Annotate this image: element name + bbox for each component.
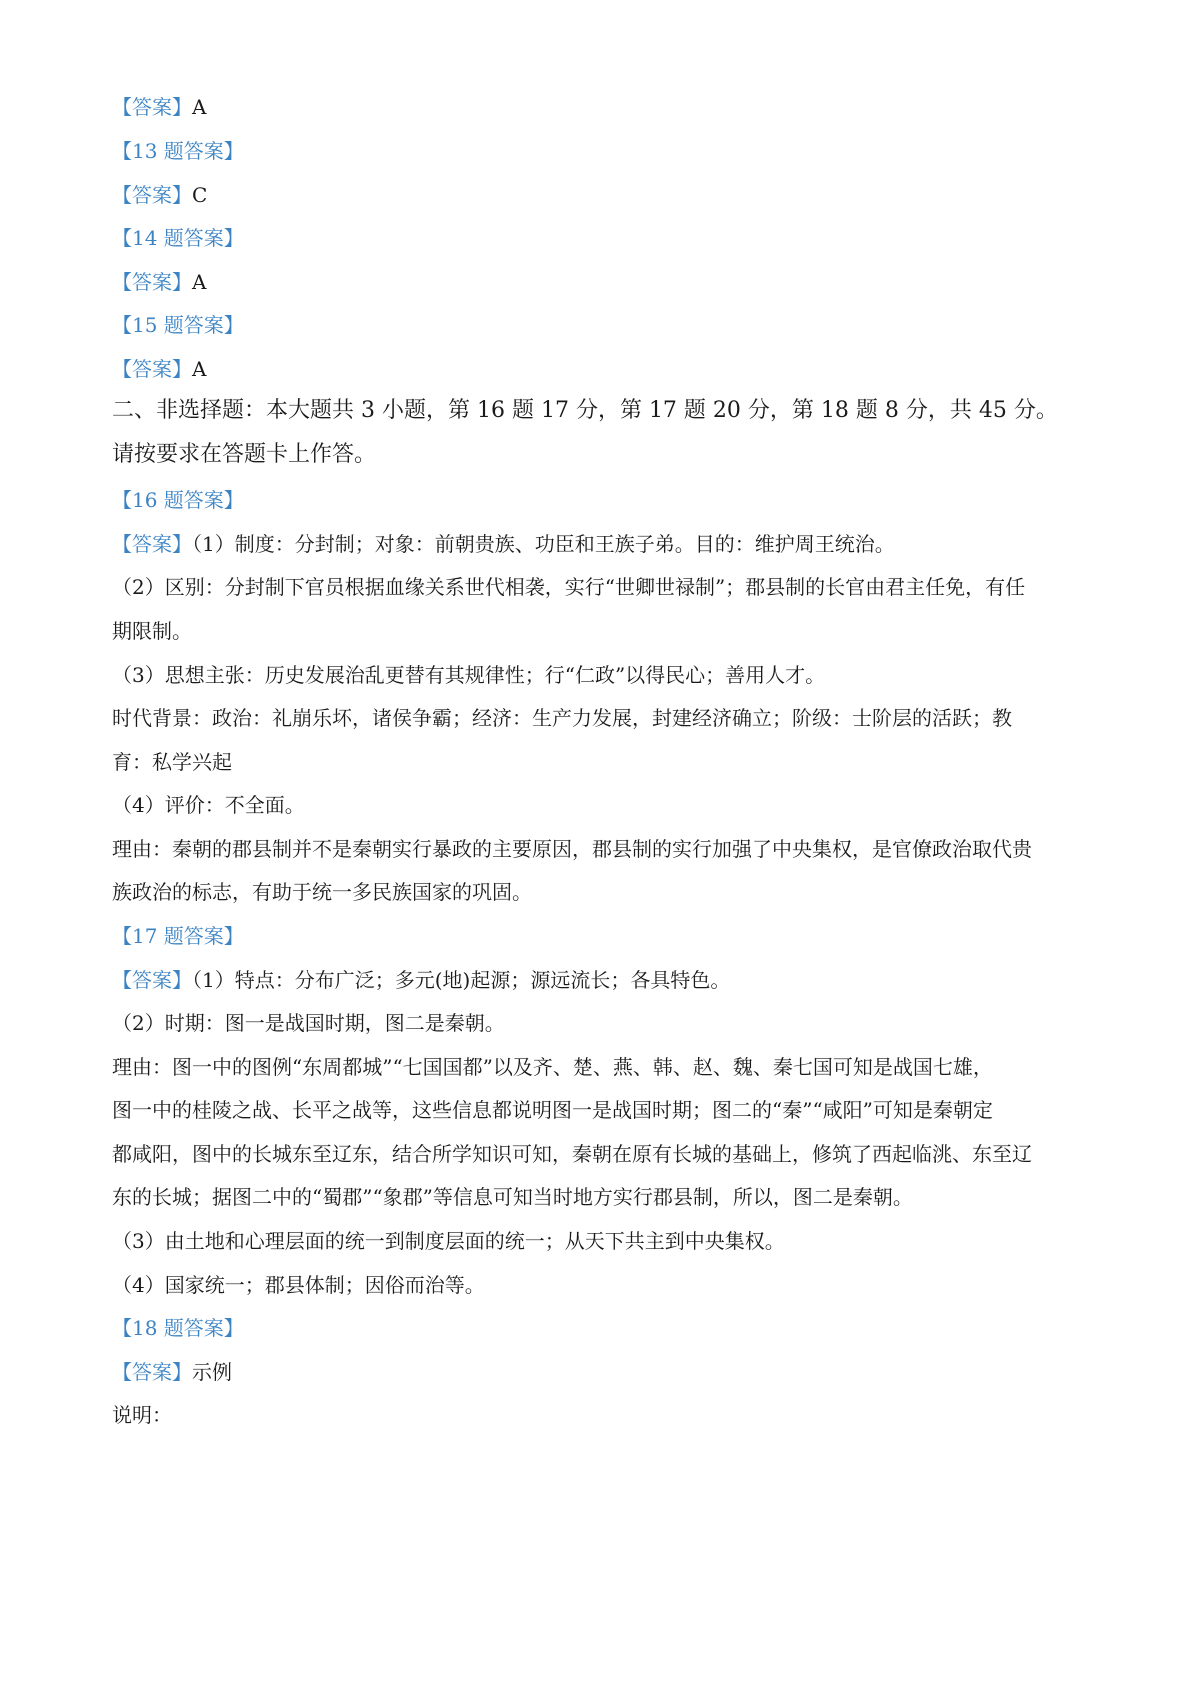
q17-answer-2: （2）时期：图一是战国时期，图二是秦朝。 [112,1011,505,1035]
q17-header: 【17 题答案】 [112,924,244,948]
answer-tag: 【答案】 [112,968,192,992]
q16-reason-line2: 族政治的标志，有助于统一多民族国家的巩固。 [112,880,532,904]
q16-answer-2-line1: （2）区别：分封制下官员根据血缘关系世代相袭，实行“世卿世禄制”；郡县制的长官由君主任免，有任 [112,575,1026,599]
q16-background-line1: 时代背景：政治：礼崩乐坏，诸侯争霸；经济：生产力发展，封建经济确立；阶级：士阶层的活跃；教 [112,706,1012,730]
answer-value: A [192,357,207,381]
q18-header: 【18 题答案】 [112,1316,244,1340]
q17-answer-3: （3）由土地和心理层面的统一到制度层面的统一；从天下共主到中央集权。 [112,1229,785,1253]
q16-answer-3: （3）思想主张：历史发展治乱更替有其规律性；行“仁政”以得民心；善用人才。 [112,663,826,687]
answer-tag: 【答案】 [112,532,192,556]
q16-answer-2-line2: 期限制。 [112,619,192,643]
answer-line [112,267,1092,297]
question-header: 【14 题答案】 [112,226,244,250]
q16-background-line2: 育：私学兴起 [112,750,232,774]
q16-answer-1 [112,529,1092,559]
q17-answer-1 [112,965,1092,995]
q18-note: 说明： [112,1403,172,1427]
q17-answer-4: （4）国家统一；郡县体制；因俗而治等。 [112,1273,485,1297]
answer-tag: 【答案】 [112,95,192,119]
q17-reason-line2: 图一中的桂陵之战、长平之战等，这些信息都说明图一是战国时期；图二的“秦”“咸阳”可知是秦朝定 [112,1098,993,1122]
answer-tag: 【答案】 [112,1360,192,1384]
q16-reason-line1: 理由：秦朝的郡县制并不是秦朝实行暴政的主要原因，郡县制的实行加强了中央集权，是官僚政治取代贵 [112,837,1032,861]
q18-answer-text: 示例 [192,1360,232,1384]
answer-line [112,92,1092,122]
answer-line [112,354,1092,384]
answer-value: C [192,183,208,207]
q17-reason-line4: 东的长城；据图二中的“蜀郡”“象郡”等信息可知当时地方实行郡县制，所以，图二是秦朝。 [112,1185,913,1209]
answer-value: A [192,95,207,119]
q17-reason-line3: 都咸阳，图中的长城东至辽东，结合所学知识可知，秦朝在原有长城的基础上，修筑了西起临洮、东至辽 [112,1142,1032,1166]
answer-value: A [192,270,207,294]
answer-tag: 【答案】 [112,357,192,381]
question-header: 【13 题答案】 [112,139,244,163]
q16-header: 【16 题答案】 [112,488,244,512]
answer-tag: 【答案】 [112,183,192,207]
q17-reason-line1: 理由：图一中的图例“东周都城”“七国国都”以及齐、楚、燕、韩、赵、魏、秦七国可知是战国七雄， [112,1055,993,1079]
q16-a1-text: （1）制度：分封制；对象：前朝贵族、功臣和王族子弟。目的：维护周王统治。 [192,532,895,556]
q16-answer-4: （4）评价：不全面。 [112,793,305,817]
section-heading-line1: 二、非选择题：本大题共 3 小题，第 16 题 17 分，第 17 题 20 分，第 18 题 8 分，共 45 分。 [112,398,1058,423]
q17-a1-text: （1）特点：分布广泛；多元(地)起源；源远流长；各具特色。 [192,968,731,992]
section-heading-line2: 请按要求在答题卡上作答。 [112,442,377,467]
answer-line [112,180,1092,210]
q18-answer [112,1357,1092,1387]
question-header: 【15 题答案】 [112,313,244,337]
answer-tag: 【答案】 [112,270,192,294]
